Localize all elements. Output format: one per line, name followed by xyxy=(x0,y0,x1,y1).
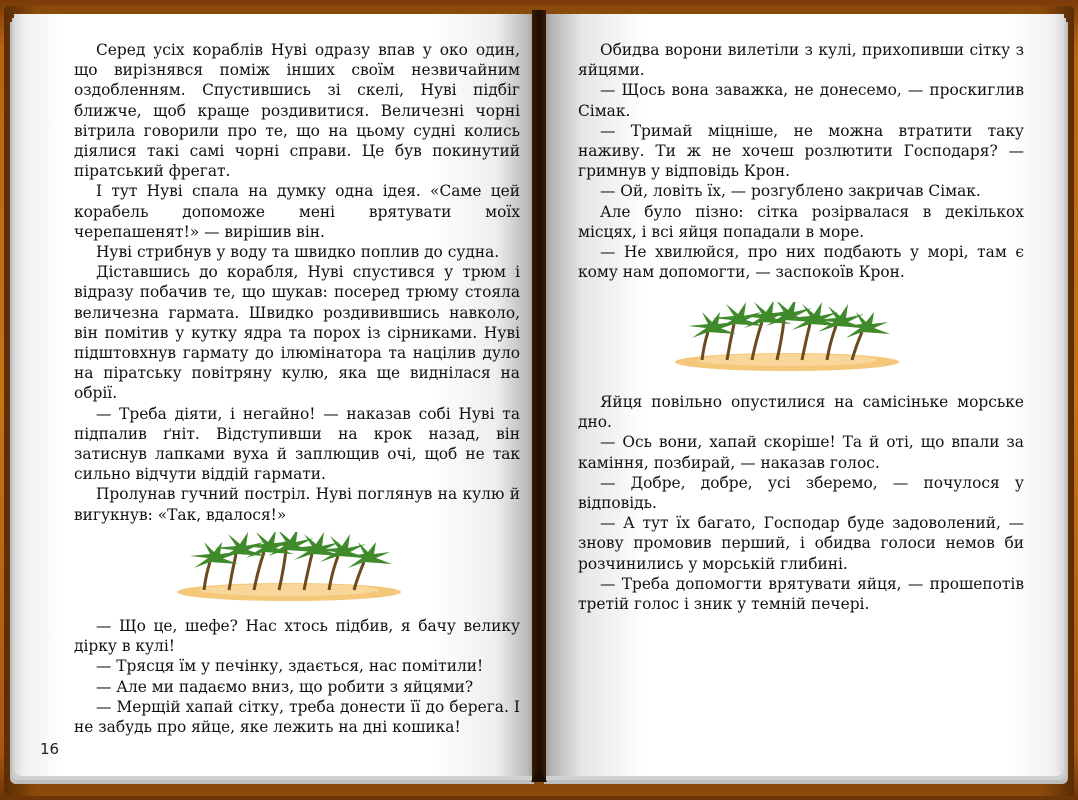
paragraph: Але було пізно: сітка розірвалася в декількох місцях, і всі яйця попадали в море. xyxy=(578,202,1024,241)
bookmark-ribbon xyxy=(531,766,547,782)
left-page-top-text xyxy=(74,40,520,525)
left-page xyxy=(14,14,538,776)
right-page-bottom-text xyxy=(578,392,1024,614)
paragraph: Яйця повільно опустилися на самісіньке морське дно. xyxy=(578,393,1024,432)
book-spine xyxy=(532,10,546,780)
palm-island-illustration xyxy=(672,302,902,374)
paragraph: — А тут їх багато, Господар буде задоволений, — знову промовив перший, і обидва голоси немов би розчинились у морській глибині. xyxy=(578,514,1024,573)
paragraph: Нуві стрибнув у воду та швидко поплив до судна. xyxy=(96,243,500,262)
paragraph: — Ой, ловіть їх, — розгублено закричав Сімак. xyxy=(600,182,981,201)
right-page-top-text xyxy=(578,40,1024,282)
paragraph: — Але ми падаємо вниз, що робити з яйцями? xyxy=(96,677,474,696)
paragraph: — Тримай міцніше, не можна втратити таку наживу. Ти ж не хочеш розлютити Господаря? — гримнув у відповідь Крон. xyxy=(578,121,1024,181)
paragraph: — Не хвилюйся, про них подбають у морі, там є кому нам допомогти, — заспокоїв Крон. xyxy=(578,243,1024,282)
paragraph: — Добре, добре, усі зберемо, — почулося у відповідь. xyxy=(578,473,1024,513)
paragraph: — Щось вона заважка, не донесемо, — проскиглив Сімак. xyxy=(578,81,1024,120)
paragraph: — Мерщій хапай сітку, треба донести її до берега. І не забудь про яйце, яке лежить на дні кошика! xyxy=(74,697,520,737)
paragraph: Пролунав гучний постріл. Нуві поглянув на кулю й вигукнув: «Так, вдалося!» xyxy=(74,485,520,524)
paragraph: — Трясця їм у печінку, здається, нас помітили! xyxy=(96,657,484,676)
right-page xyxy=(540,14,1064,776)
paragraph: — Що це, шефе? Нас хтось підбив, я бачу велику дірку в кулі! xyxy=(74,617,520,656)
paragraph: — Треба допомогти врятувати яйця, — прошепотів третій голос і зник у темній печері. xyxy=(578,574,1024,614)
paragraph: Обидва ворони вилетіли з кулі, прихопивши сітку з яйцями. xyxy=(578,41,1024,80)
paragraph: Діставшись до корабля, Нуві спустився у трюм і відразу побачив те, що шукав: посеред трюму стояла величезна гармата. Швидко роздивившись навколо, він помітив у кутку ядра та порох із сірниками. Нуві підштовхнув гармату до ілюмінатора та націлив дуло на піратську повітряну кулю, яка ще виднілася на обрії. xyxy=(74,263,520,403)
paragraph: І тут Нуві спала на думку одна ідея. «Саме цей корабель допоможе мені врятувати моїх черепашенят!» — вирішив він. xyxy=(74,182,520,241)
palm-island-illustration xyxy=(174,532,404,604)
left-page-bottom-text xyxy=(74,616,520,737)
paragraph: — Ось вони, хапай скоріше! Та й оті, що впали за каміння, позбирай, — наказав голос. xyxy=(578,433,1024,472)
page-number: 16 xyxy=(40,740,60,758)
paragraph: — Треба діяти, і негайно! — наказав собі Нуві та підпалив ґніт. Відступивши на крок назад, він затиснув лапками вуха й заплющив очі, щоб не так сильно відчути віддій гармати. xyxy=(74,404,520,484)
paragraph: Серед усіх кораблів Нуві одразу впав у око один, що вирізнявся поміж інших своїм незвичайним оздобленням. Спустившись зі скелі, Нуві підбіг ближче, щоб краще роздивитися. Величезні чорні вітрила говорили про те, що на цьому судні колись діялися такі самі чорні справи. Це був покинутий піратський фрегат. xyxy=(74,41,520,181)
